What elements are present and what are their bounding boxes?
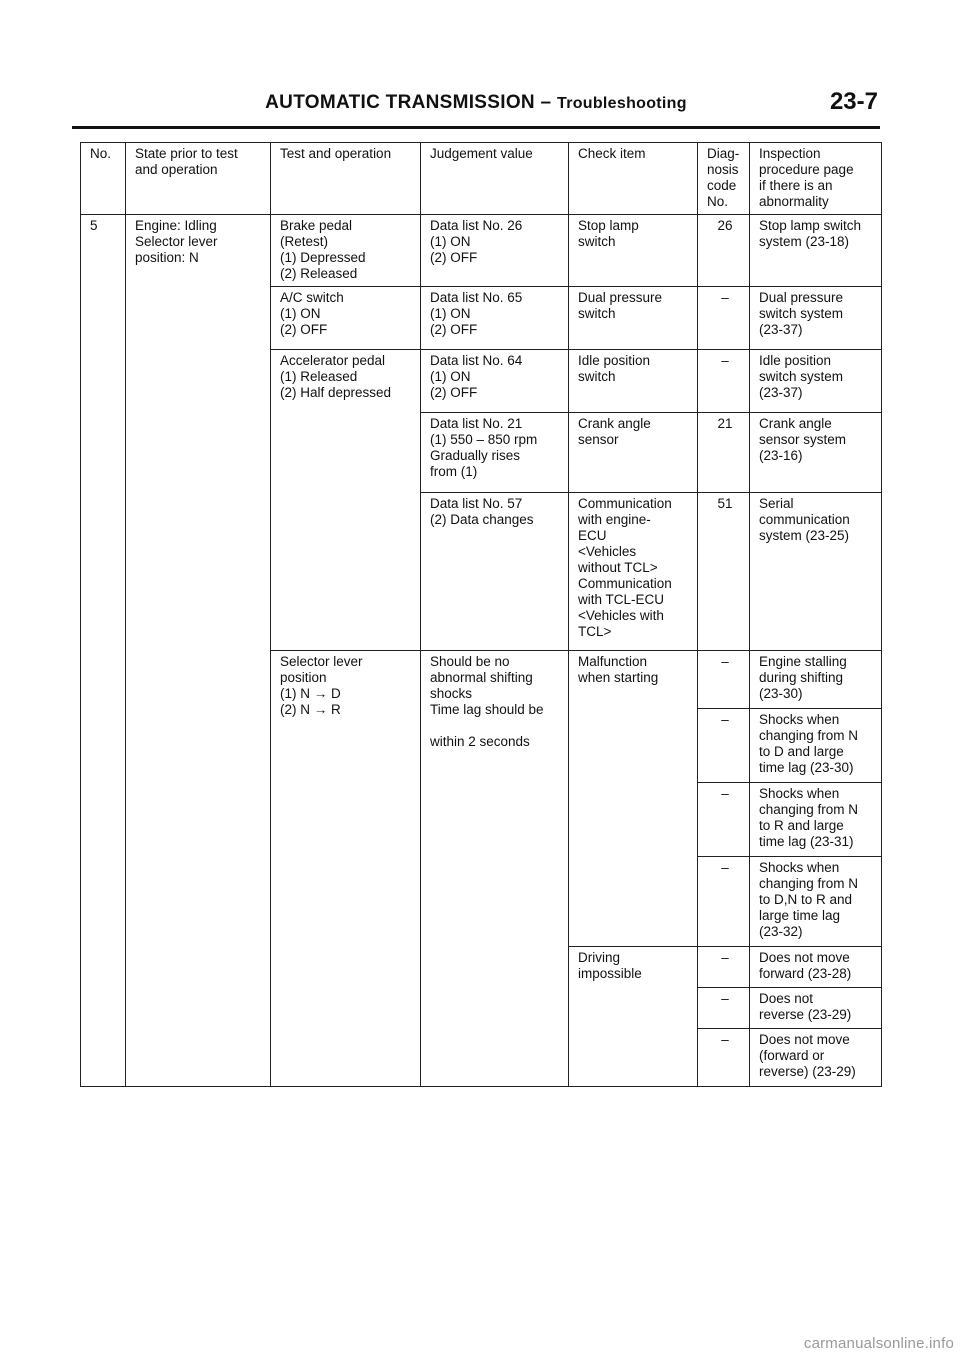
test-ac: A/C switch (1) ON (2) OFF [271,287,421,350]
table-row [81,215,882,287]
inspection-selector-7: Does not move (forward or reverse) (23-29) [750,1029,882,1087]
col-header-check: Check item [569,143,698,215]
judgement-brake: Data list No. 26 (1) ON (2) OFF [421,215,569,287]
inspection-crank: Crank angle sensor system (23-16) [750,413,882,493]
judgement-ac: Data list No. 65 (1) ON (2) OFF [421,287,569,350]
code-selector-5: – [698,947,750,988]
inspection-comm: Serial communication system (23-25) [750,493,882,651]
judgement-selector: Should be no abnormal shifting shocks Time lag should be within 2 seconds [421,651,569,1087]
inspection-idle: Idle position switch system (23-37) [750,350,882,413]
test-accel: Accelerator pedal (1) Released (2) Half depressed [271,350,421,651]
code-brake: 26 [698,215,750,287]
check-brake: Stop lamp switch [569,215,698,287]
header-row [81,143,882,215]
check-malfunction: Malfunction when starting [569,651,698,947]
page-header [72,86,880,129]
col-header-judgement: Judgement value [421,143,569,215]
check-driving: Driving impossible [569,947,698,1087]
section-subtitle: Troubleshooting [557,95,687,112]
watermark: carmanualsonline.info [803,1335,954,1352]
judgement-idle: Data list No. 64 (1) ON (2) OFF [421,350,569,413]
col-header-diag: Diag- nosis code No. [698,143,750,215]
check-ac: Dual pressure switch [569,287,698,350]
col-header-test: Test and operation [271,143,421,215]
inspection-selector-2: Shocks when changing from N to D and large time lag (23-30) [750,709,882,783]
title-separator: – [540,92,552,113]
col-header-state: State prior to test and operation [126,143,271,215]
test-brake: Brake pedal (Retest) (1) Depressed (2) Released [271,215,421,287]
inspection-selector-3: Shocks when changing from N to R and large time lag (23-31) [750,783,882,857]
code-ac: – [698,287,750,350]
section-title: AUTOMATIC TRANSMISSION [265,92,535,113]
code-selector-4: – [698,857,750,947]
judgement-crank: Data list No. 21 (1) 550 – 850 rpm Gradually rises from (1) [421,413,569,493]
inspection-selector-5: Does not move forward (23-28) [750,947,882,988]
col-header-no: No. [81,143,126,215]
code-selector-7: – [698,1029,750,1087]
page-title [72,92,880,114]
inspection-selector-6: Does not reverse (23-29) [750,988,882,1029]
troubleshooting-table [80,142,882,1087]
inspection-brake: Stop lamp switch system (23-18) [750,215,882,287]
inspection-selector-1: Engine stalling during shifting (23-30) [750,651,882,709]
row-number: 5 [81,215,126,1087]
judgement-comm: Data list No. 57 (2) Data changes [421,493,569,651]
page-number: 23-7 [829,88,878,115]
code-selector-1: – [698,651,750,709]
code-selector-3: – [698,783,750,857]
check-idle: Idle position switch [569,350,698,413]
code-crank: 21 [698,413,750,493]
code-selector-6: – [698,988,750,1029]
code-selector-2: – [698,709,750,783]
inspection-ac: Dual pressure switch system (23-37) [750,287,882,350]
code-comm: 51 [698,493,750,651]
code-idle: – [698,350,750,413]
test-selector: Selector lever position (1) N → D (2) N → R [271,651,421,1087]
state-cell: Engine: Idling Selector lever position: N [126,215,271,1087]
check-crank: Crank angle sensor [569,413,698,493]
inspection-selector-4: Shocks when changing from N to D,N to R and large time lag (23-32) [750,857,882,947]
col-header-inspection: Inspection procedure page if there is an abnormality [750,143,882,215]
check-comm: Communication with engine- ECU <Vehicles without TCL> Communication with TCL-ECU <Vehicles with TCL> [569,493,698,651]
